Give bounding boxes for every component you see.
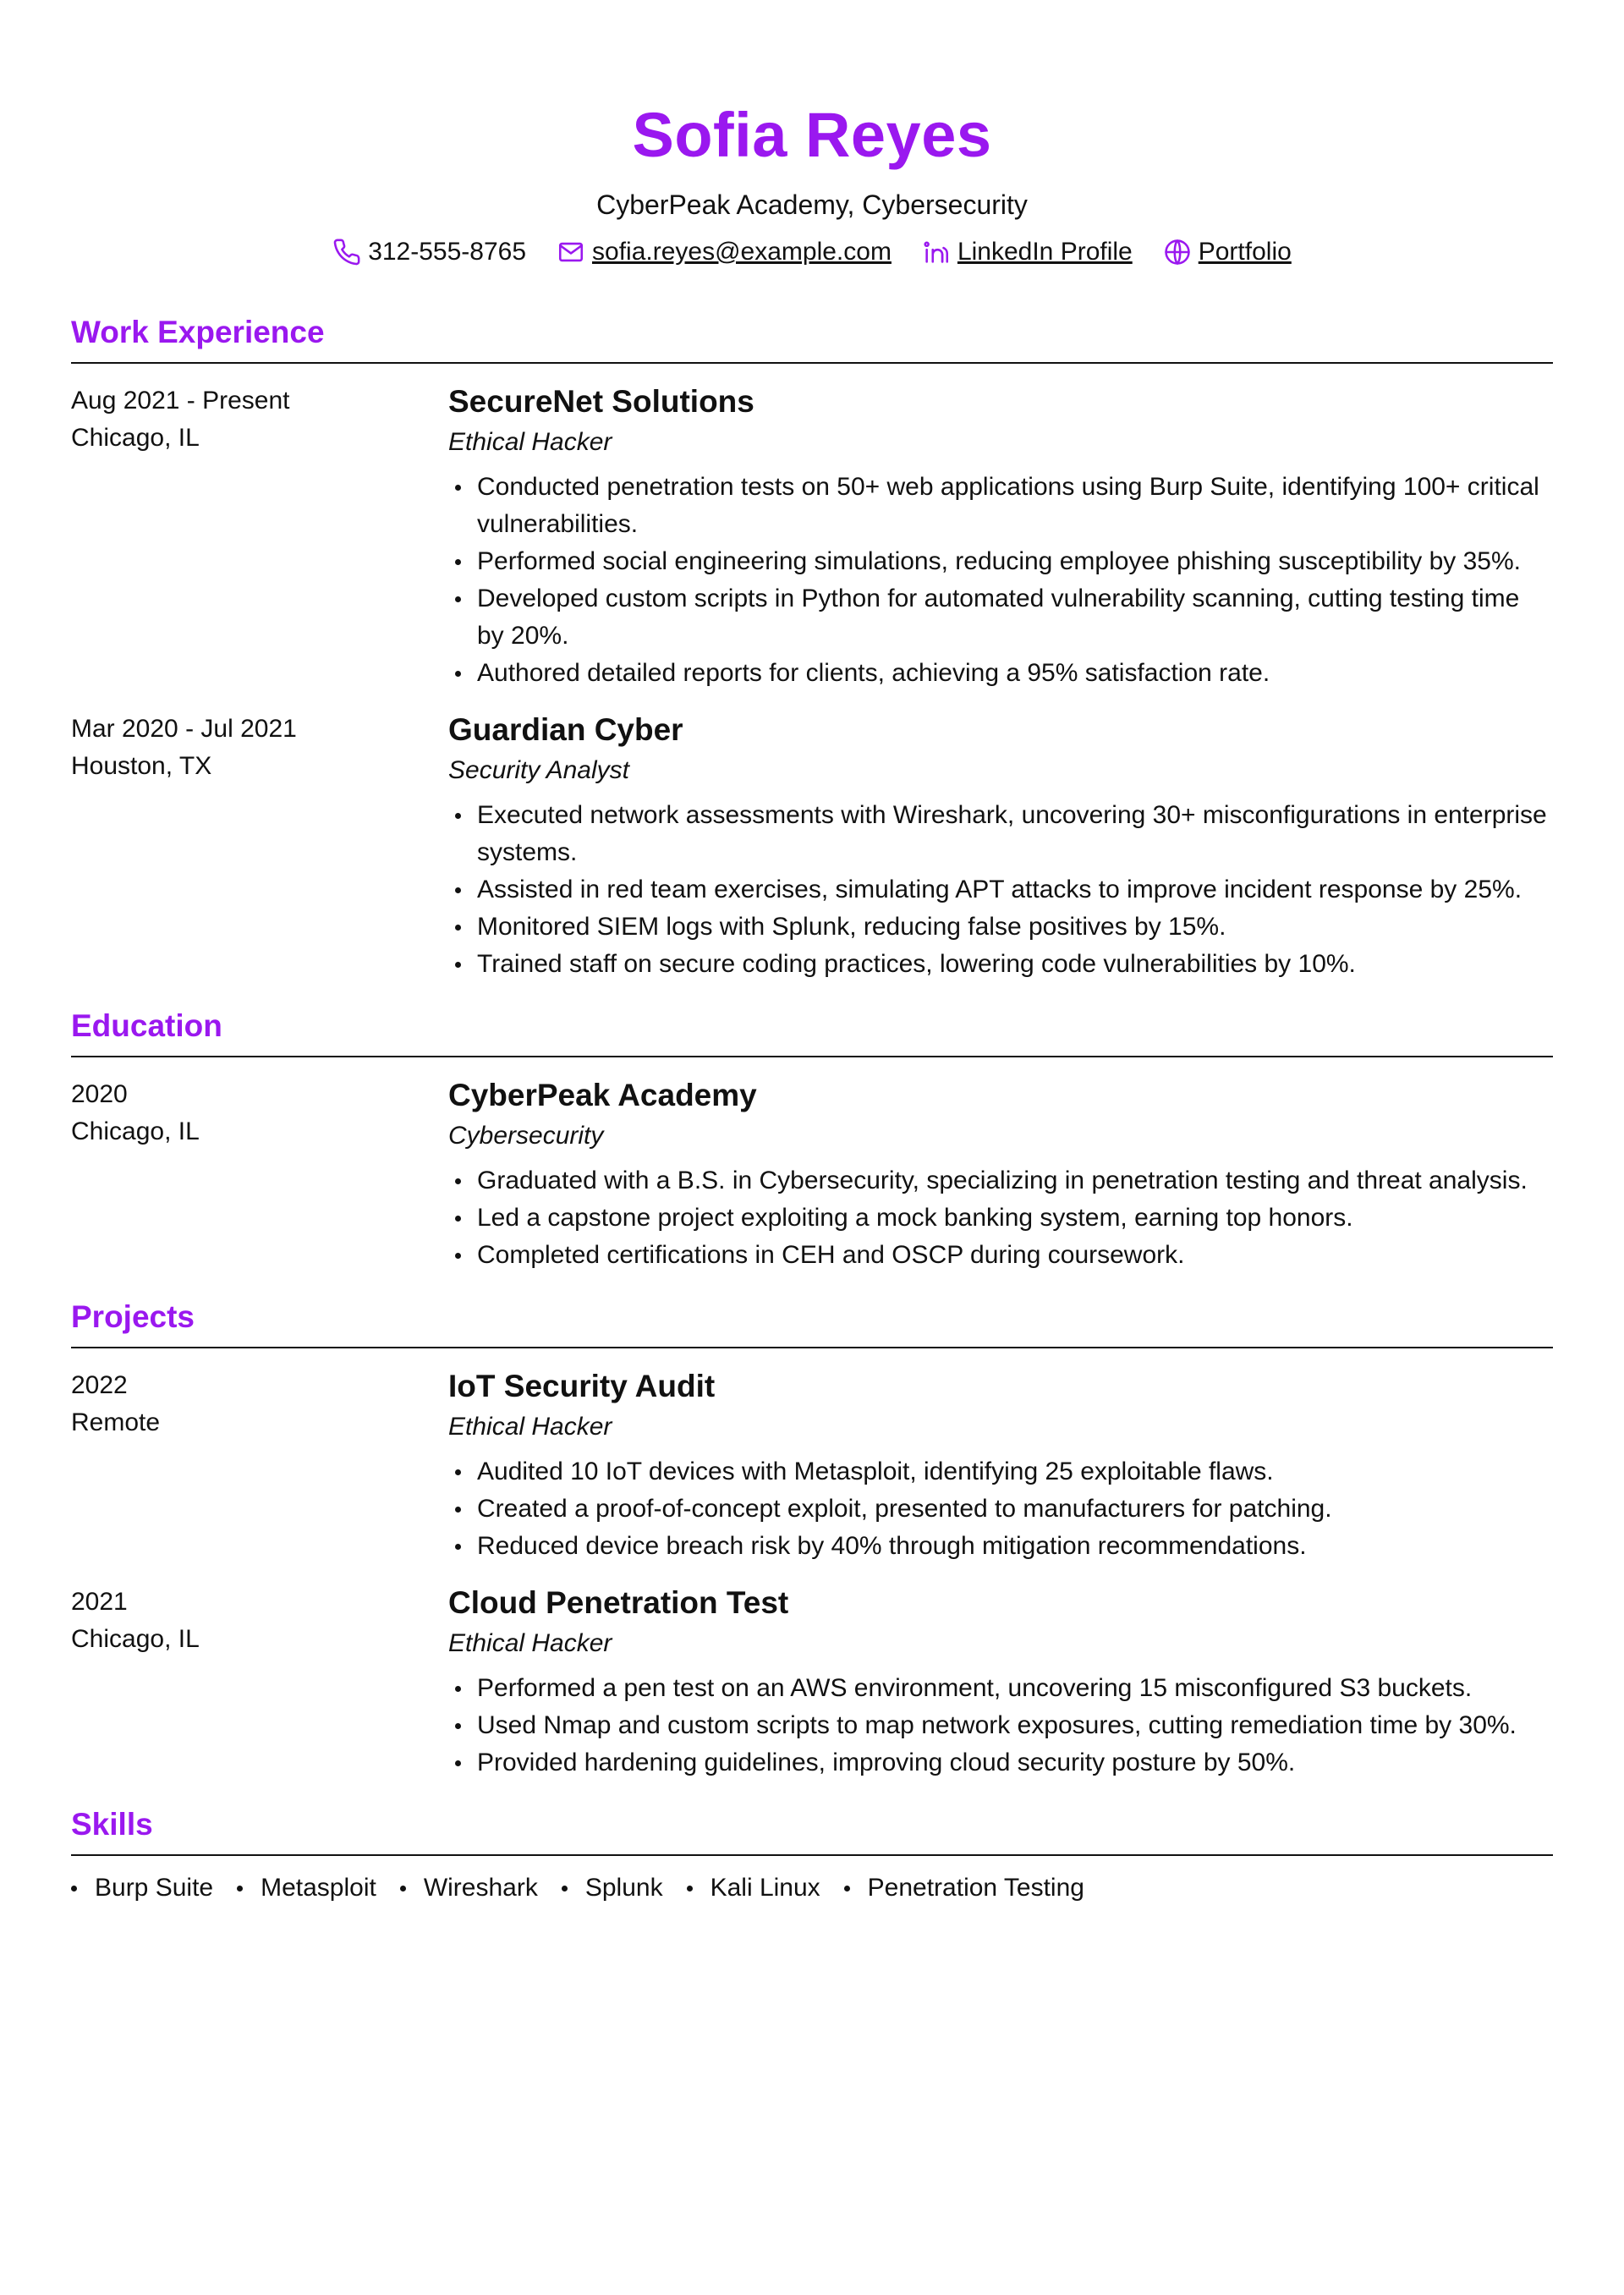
linkedin-icon [922, 238, 951, 266]
entry-date: 2020 [71, 1080, 128, 1108]
project-entry [71, 1582, 1553, 1782]
company-name: SecureNet Solutions [448, 384, 754, 419]
resume-header [71, 0, 1553, 269]
project-role: Ethical Hacker [448, 1413, 612, 1441]
bullet-item: Developed custom scripts in Python for automated vulnerability scanning, cutting testing time by 20%. [448, 580, 1553, 655]
education-section [71, 1005, 1553, 1274]
skills-section [71, 1804, 1553, 1907]
section-title: Education [71, 1005, 1553, 1057]
bullet-item: Trained staff on secure coding practices, lowering code vulnerabilities by 10%. [448, 946, 1553, 983]
bullet-list [448, 1670, 1553, 1782]
entry-meta [71, 1582, 448, 1782]
bullet-list [448, 1162, 1553, 1274]
work-experience-section [71, 311, 1553, 983]
bullet-item: Authored detailed reports for clients, achieving a 95% satisfaction rate. [448, 655, 1553, 692]
entry-body [448, 1365, 1553, 1565]
mail-icon [557, 238, 585, 266]
entry-date: 2021 [71, 1588, 128, 1616]
entry-body [448, 1074, 1553, 1274]
bullet-item: Completed certifications in CEH and OSCP during coursework. [448, 1237, 1553, 1274]
entry-meta [71, 709, 448, 983]
globe-icon [1163, 238, 1192, 266]
section-title: Skills [71, 1804, 1553, 1856]
job-role: Ethical Hacker [448, 428, 612, 456]
bullet-item: Audited 10 IoT devices with Metasploit, identifying 25 exploitable flaws. [448, 1453, 1553, 1491]
project-name: IoT Security Audit [448, 1369, 716, 1403]
email-link[interactable]: sofia.reyes@example.com [592, 238, 892, 266]
linkedin-link[interactable]: LinkedIn Profile [957, 238, 1133, 266]
skill-item: Metasploit [237, 1869, 376, 1907]
entry-meta [71, 381, 448, 692]
candidate-name: Sofia Reyes [632, 100, 992, 170]
project-role: Ethical Hacker [448, 1629, 612, 1657]
bullet-item: Used Nmap and custom scripts to map network exposures, cutting remediation time by 30%. [448, 1707, 1553, 1744]
contact-phone-text: 312-555-8765 [368, 238, 527, 266]
bullet-item: Performed a pen test on an AWS environment, uncovering 15 misconfigured S3 buckets. [448, 1670, 1553, 1707]
skill-item: Wireshark [400, 1869, 538, 1907]
entry-meta [71, 1365, 448, 1565]
section-title: Work Experience [71, 311, 1553, 364]
projects-section [71, 1296, 1553, 1782]
portfolio-link[interactable]: Portfolio [1198, 238, 1292, 266]
bullet-list [448, 797, 1553, 983]
bullet-list [448, 469, 1553, 692]
entry-date: Mar 2020 - Jul 2021 [71, 715, 297, 743]
section-title: Projects [71, 1296, 1553, 1348]
bullet-item: Led a capstone project exploiting a mock banking system, earning top honors. [448, 1200, 1553, 1237]
bullet-item: Reduced device breach risk by 40% through mitigation recommendations. [448, 1528, 1553, 1565]
candidate-subtitle: CyberPeak Academy, Cybersecurity [596, 189, 1028, 220]
contact-email[interactable] [557, 235, 892, 269]
entry-location: Remote [71, 1408, 161, 1436]
entry-location: Chicago, IL [71, 424, 200, 452]
bullet-list [448, 1453, 1553, 1565]
skills-list [71, 1869, 1553, 1907]
entry-location: Chicago, IL [71, 1625, 200, 1653]
bullet-item: Created a proof-of-concept exploit, presented to manufacturers for patching. [448, 1491, 1553, 1528]
bullet-item: Performed social engineering simulations, reducing employee phishing susceptibility by 35%. [448, 543, 1553, 580]
contact-bar [71, 235, 1553, 269]
field-of-study: Cybersecurity [448, 1122, 604, 1150]
skill-item: Splunk [562, 1869, 663, 1907]
contact-portfolio[interactable] [1163, 235, 1292, 269]
entry-location: Houston, TX [71, 752, 212, 780]
contact-linkedin[interactable] [922, 235, 1133, 269]
bullet-item: Provided hardening guidelines, improving cloud security posture by 50%. [448, 1744, 1553, 1782]
skill-item: Penetration Testing [844, 1869, 1084, 1907]
project-name: Cloud Penetration Test [448, 1585, 789, 1620]
contact-phone[interactable] [332, 235, 526, 269]
entry-location: Chicago, IL [71, 1117, 200, 1145]
entry-date: 2022 [71, 1371, 128, 1399]
skill-item: Burp Suite [71, 1869, 213, 1907]
school-name: CyberPeak Academy [448, 1078, 757, 1112]
job-role: Security Analyst [448, 756, 629, 784]
entry-body [448, 709, 1553, 983]
bullet-item: Graduated with a B.S. in Cybersecurity, specializing in penetration testing and threat analysis. [448, 1162, 1553, 1200]
entry-meta [71, 1074, 448, 1274]
bullet-item: Executed network assessments with Wireshark, uncovering 30+ misconfigurations in enterprise systems. [448, 797, 1553, 871]
entry-body [448, 1582, 1553, 1782]
education-entry [71, 1074, 1553, 1274]
company-name: Guardian Cyber [448, 712, 683, 747]
entry-body [448, 381, 1553, 692]
bullet-item: Monitored SIEM logs with Splunk, reducing false positives by 15%. [448, 909, 1553, 946]
phone-icon [332, 238, 361, 266]
work-entry [71, 709, 1553, 983]
bullet-item: Assisted in red team exercises, simulating APT attacks to improve incident response by 25%. [448, 871, 1553, 909]
work-entry [71, 381, 1553, 692]
bullet-item: Conducted penetration tests on 50+ web applications using Burp Suite, identifying 100+ critical vulnerabilities. [448, 469, 1553, 543]
entry-date: Aug 2021 - Present [71, 387, 290, 415]
skill-item: Kali Linux [687, 1869, 820, 1907]
project-entry [71, 1365, 1553, 1565]
